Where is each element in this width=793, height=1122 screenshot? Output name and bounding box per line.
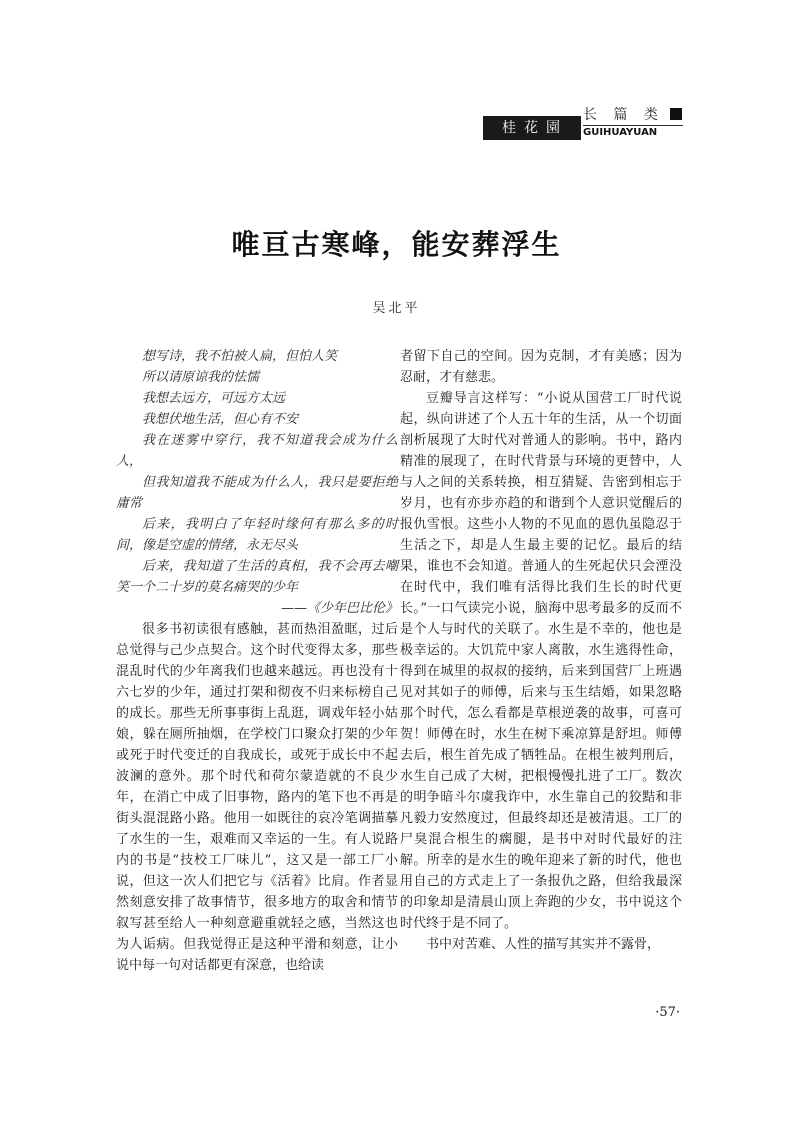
body-paragraph: 者留下自己的空间。因为克制，才有美感；因为忍耐，才有慈悲。 xyxy=(400,349,682,385)
category-label: 长 篇 类 xyxy=(583,107,664,123)
poem-line: 所以请原谅我的怯懦 xyxy=(142,370,260,385)
right-column xyxy=(400,346,682,955)
poem-line: 我在迷雾中穿行，我不知道我会成为什么人， xyxy=(116,433,398,469)
body-paragraph: 豆瓣导言这样写：“小说从国营工厂时代说起，纵向讲述了个人五十年的生活，从一个切面剖析展现了大时代对普通人的影响。书中，路内精准的展现了，在时代背景与环境的更替中，人与人之间的关系转换，相互猜疑、告密到相忘于岁月，也有亦步亦趋的和谐到个人意识觉醒后的报仇雪恨。这些小人物的不见血的恩仇虽隐忍于生活之下，却是人生最主要的记忆。最后的结果，谁也不会知道。普通人的生死起伏只会湮没在时代中，我们唯有活得比我们生长的时代更长。”一口气读完小说，脑海中思考最多的反而不是个人与时代的关联了。水生是不幸的，他也是极幸运的。大饥荒中家人离散，水生逃得性命，得到在城里的叔叔的接纳，后来到国营厂上班遇见对其如子的师傅，后来与玉生结婚，如果忽略那个时代，怎么看都是草根逆袭的故事，可喜可贺！师傅在时，水生在树下乘凉算是舒坦。师傅去后，根生首先成了牺牲品。在根生被判刑后，水生自己成了大树，把根慢慢扎进了工厂。数次的明争暗斗尔虞我诈中，水生靠自己的狡黠和非凡毅力安然度过，但最终却还是被清退。工厂的尸臭混合根生的瘸腿，是书中对时代最好的注解。所幸的是水生的晚年迎来了新的时代，他也用自己的方式走上了一条报仇之路，但给我最深的印象却是清晨山顶上奔跑的少女，书中说这个时代终于是不同了。 xyxy=(400,391,682,931)
poem-line: 我想去远方，可远方太远 xyxy=(142,391,286,406)
body-paragraph: 书中对苦难、人性的描写其实并不露骨， xyxy=(426,937,661,952)
epigraph-poem xyxy=(116,346,398,619)
column-name: 桂花園 xyxy=(483,116,581,140)
poem-line: 想写诗，我不怕被人扁，但怕人笑 xyxy=(142,349,338,364)
poem-line: 我想伏地生活，但心有不安 xyxy=(142,412,299,427)
masthead xyxy=(483,104,683,140)
column-pinyin: GUIHUAYUAN xyxy=(583,125,683,140)
article-title: 唯亘古寒峰，能安葬浮生 xyxy=(231,228,562,261)
left-column xyxy=(116,346,398,976)
body-paragraph: 很多书初读很有感触，甚而热泪盈眶，过后总觉得与己少点契合。这个时代变得太多，那些混乱时代的少年离我们也越来越远。再也没有十六七岁的少年，通过打架和彻夜不归来标榜自己的成长。那些无所事事街上乱逛，调戏年轻小姑娘，躲在厕所抽烟，在学校门口聚众打架的少年或死于时代变迁的自我成长，或死于成长中不起波澜的意外。那个时代和荷尔蒙造就的不良少年，在消亡中成了旧事物，路内的笔下也不再是街头混混路小路。他用一如既往的哀冷笔调描摹了水生的一生，艰难而又幸运的一生。有人说路内的书是“技校工厂味儿”，这又是一部工厂小说，但这一次人们把它与《活着》比肩。作者显然刻意安排了故事情节，很多地方的取舍和情节叙写甚至给人一种刻意避重就轻之感，当然这也为人诟病。但我觉得正是这种平滑和刻意，让小说中每一句对话都更有深意，也给读 xyxy=(116,622,398,973)
poem-line: 后来，我明白了年轻时缘何有那么多的时间，像是空虚的情绪，永无尽头 xyxy=(116,517,398,553)
poem-line: 但我知道我不能成为什么人，我只是要拒绝庸常 xyxy=(116,475,398,511)
poem-line: 后来，我知道了生活的真相，我不会再去嘲笑一个二十岁的莫名痛哭的少年 xyxy=(116,559,398,595)
poem-attribution: ——《少年巴比伦》 xyxy=(280,601,398,616)
page-number: ·57· xyxy=(655,1005,680,1020)
masthead-square-icon xyxy=(670,108,682,120)
article-author: 吴北平 xyxy=(372,301,421,316)
